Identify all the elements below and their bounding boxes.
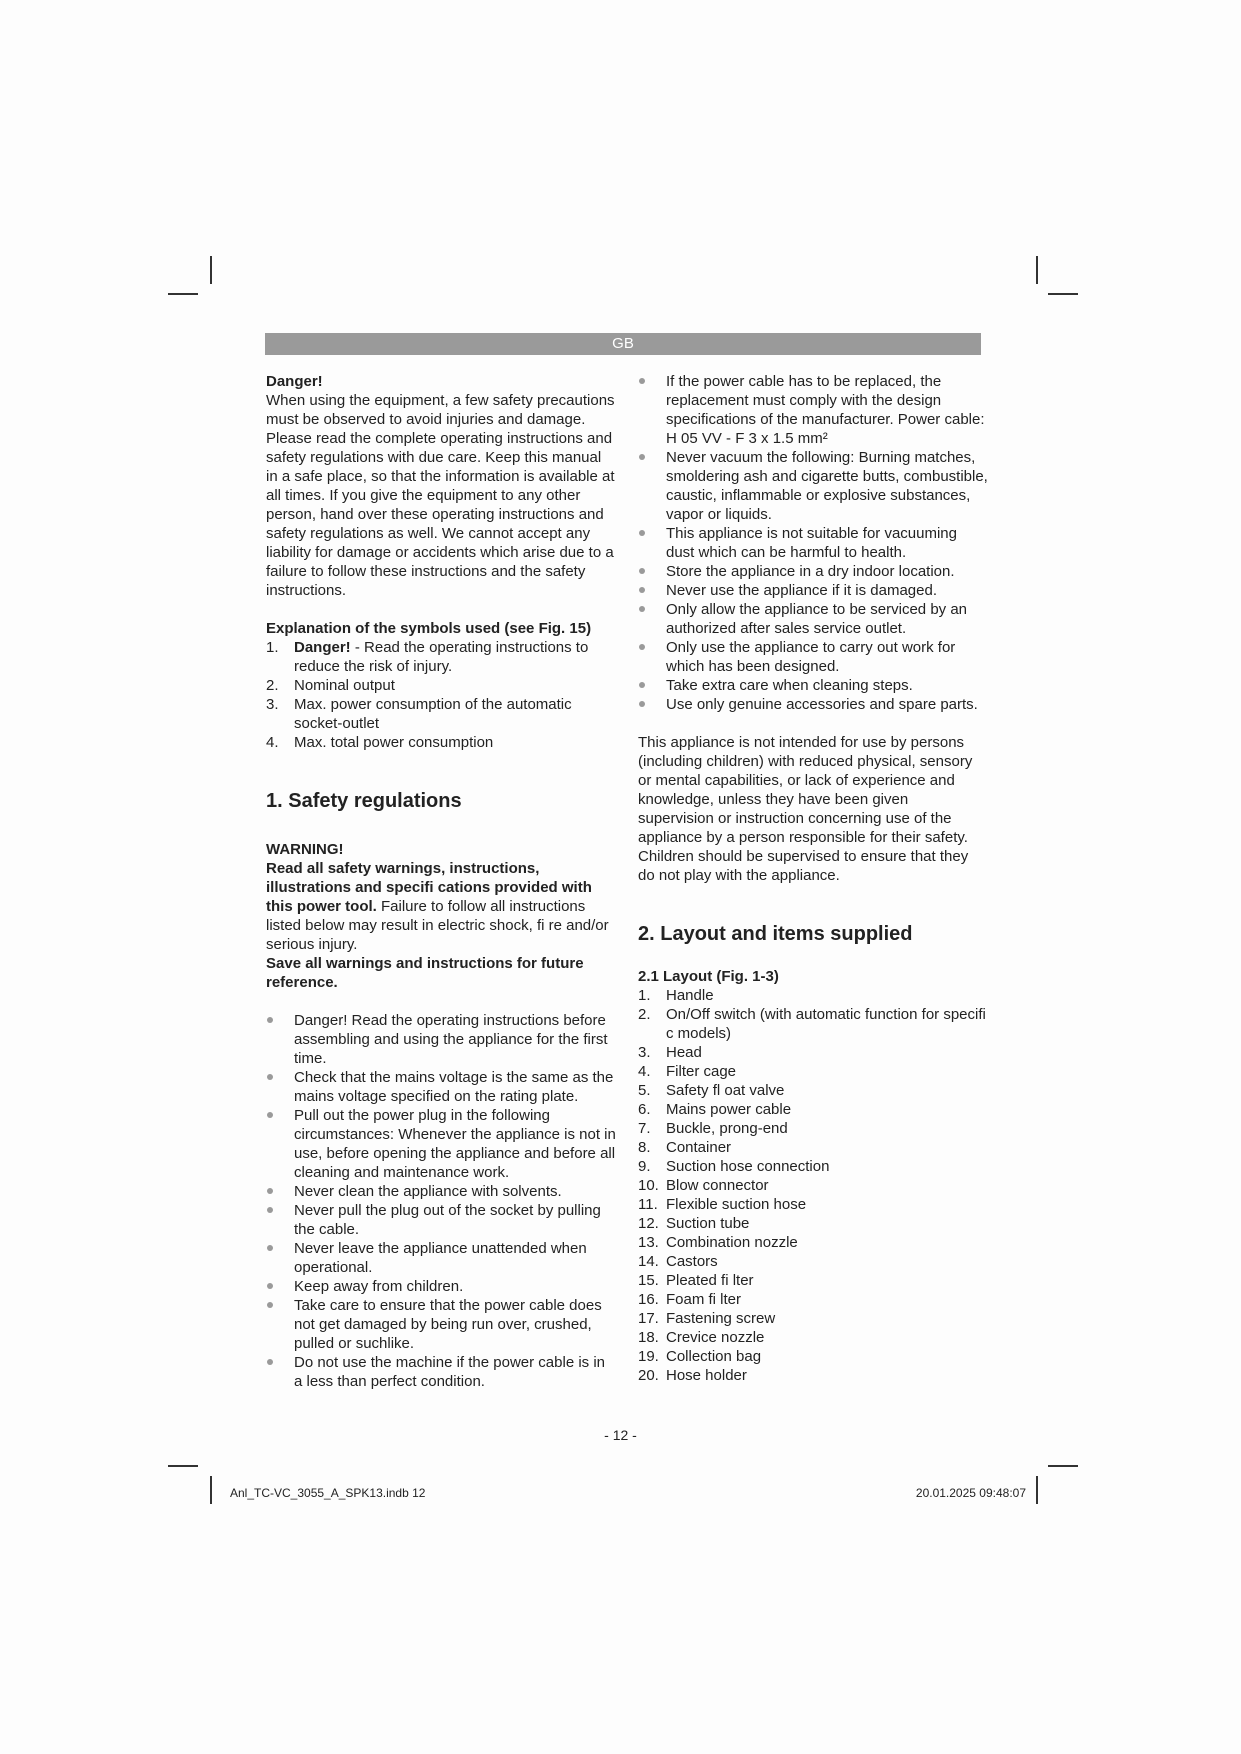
section-heading: 1. Safety regulations xyxy=(266,790,462,812)
list-item: Never leave the appliance unattended when operational. xyxy=(266,1239,616,1277)
list-item: 2. On/Off switch (with automatic function for specifi c models) xyxy=(638,1006,986,1042)
save-instructions: Save all warnings and instructions for future reference. xyxy=(266,955,584,991)
list-item: This appliance is not suitable for vacuuming dust which can be harmful to health. xyxy=(638,524,988,562)
list-item: 3. Max. power consumption of the automatic socket-outlet xyxy=(266,696,572,732)
layout-title: 2.1 Layout (Fig. 1-3) xyxy=(638,968,779,985)
language-header: GB xyxy=(265,333,981,355)
crop-mark xyxy=(210,1476,212,1504)
list-item: 14. Castors xyxy=(638,1253,718,1270)
list-item: 4. Filter cage xyxy=(638,1063,737,1080)
list-item: 10. Blow connector xyxy=(638,1177,769,1194)
crop-mark xyxy=(1036,256,1038,284)
list-item: 2. Nominal output xyxy=(266,677,395,694)
list-item: 19. Collection bag xyxy=(638,1348,762,1365)
safety-bullets xyxy=(266,1011,616,1391)
list-item: Take extra care when cleaning steps. xyxy=(638,676,988,695)
list-item: Danger! Read the operating instructions before assembling and using the appliance for the first time. xyxy=(266,1011,616,1068)
list-item: 1. Handle xyxy=(638,987,714,1004)
list-item: 12. Suction tube xyxy=(638,1215,750,1232)
crop-mark xyxy=(210,256,212,284)
list-item: 20. Hose holder xyxy=(638,1367,747,1384)
list-item: 6. Mains power cable xyxy=(638,1101,792,1118)
list-item: Only use the appliance to carry out work for which has been designed. xyxy=(638,638,988,676)
list-item: 5. Safety fl oat valve xyxy=(638,1082,785,1099)
symbols-title: Explanation of the symbols used (see Fig. 15) xyxy=(266,620,592,637)
footer-timestamp: 20.01.2025 09:48:07 xyxy=(915,1486,1026,1500)
persons-paragraph: This appliance is not intended for use by persons (including children) with reduced physical, sensory or mental capabilities, or lack of experience and knowledge, unless they have been given supervision or instruction concerning use of the appliance by a person responsible for their safety. Children should be supervised to ensure that they do not play with the appliance. xyxy=(638,734,973,884)
list-item: Never vacuum the following: Burning matches, smoldering ash and cigarette butts, combustible, caustic, inflammable or explosive substances, vapor or liquids. xyxy=(638,448,988,524)
list-item: 11. Flexible suction hose xyxy=(638,1196,807,1213)
list-item: 16. Foam fi lter xyxy=(638,1291,742,1308)
layout-list xyxy=(638,986,988,1385)
list-item: 8. Container xyxy=(638,1139,732,1156)
crop-mark xyxy=(1048,293,1078,295)
safety-bullets-continued xyxy=(638,372,988,714)
crop-mark xyxy=(168,293,198,295)
list-item: Never use the appliance if it is damaged. xyxy=(638,581,988,600)
list-item: Take care to ensure that the power cable does not get damaged by being run over, crushed, pulled or suchlike. xyxy=(266,1296,616,1353)
list-item: 15. Pleated fi lter xyxy=(638,1272,754,1289)
list-item: Check that the mains voltage is the same as the mains voltage specified on the rating plate. xyxy=(266,1068,616,1106)
crop-mark xyxy=(1048,1465,1078,1467)
crop-mark xyxy=(168,1465,198,1467)
warning-paragraph: Read all safety warnings, instructions, illustrations and specifi cations provided with this power tool. Failure to follow all instructions listed below may result in electric shock, fi re and/or serious injury. xyxy=(266,860,609,953)
list-item: Do not use the machine if the power cable is in a less than perfect condition. xyxy=(266,1353,616,1391)
list-item: Only allow the appliance to be serviced by an authorized after sales service outlet. xyxy=(638,600,988,638)
list-item: 3. Head xyxy=(638,1044,702,1061)
list-item: 13. Combination nozzle xyxy=(638,1234,798,1251)
danger-paragraph: When using the equipment, a few safety precautions must be observed to avoid injuries and damage. Please read the complete operating instructions and safety regulations with due care. Keep this manual in a safe place, so that the information is available at all times. If you give the equipment to any other person, hand over these operating instructions and safety regulations as well. We cannot accept any liability for damage or accidents which arise due to a failure to follow these instructions and the safety instructions. xyxy=(266,392,615,599)
list-item: 1. Danger! - Read the operating instructions to reduce the risk of injury. xyxy=(266,639,589,675)
right-column xyxy=(638,372,988,1385)
danger-title: Danger! xyxy=(266,373,323,390)
list-item: Never pull the plug out of the socket by pulling the cable. xyxy=(266,1201,616,1239)
list-item: Pull out the power plug in the following circumstances: Whenever the appliance is not in use, before opening the appliance and before all cleaning and maintenance work. xyxy=(266,1106,616,1182)
list-item: 17. Fastening screw xyxy=(638,1310,776,1327)
list-item: 18. Crevice nozzle xyxy=(638,1329,765,1346)
left-column xyxy=(266,372,616,1391)
list-item: 9. Suction hose connection xyxy=(638,1158,830,1175)
list-item: If the power cable has to be replaced, the replacement must comply with the design specifications of the manufacturer. Power cable: H 05 VV - F 3 x 1.5 mm² xyxy=(638,372,988,448)
list-item: 4. Max. total power consumption xyxy=(266,734,494,751)
warning-title: WARNING! xyxy=(266,841,344,858)
list-item: Store the appliance in a dry indoor location. xyxy=(638,562,988,581)
list-item: Use only genuine accessories and spare parts. xyxy=(638,695,988,714)
section-heading: 2. Layout and items supplied xyxy=(638,923,913,945)
list-item: Keep away from children. xyxy=(266,1277,616,1296)
symbols-list xyxy=(266,638,616,752)
crop-mark xyxy=(1036,1476,1038,1504)
footer-filename: Anl_TC-VC_3055_A_SPK13.indb 12 xyxy=(230,1486,426,1500)
list-item: 7. Buckle, prong-end xyxy=(638,1120,788,1137)
page-number: - 12 - xyxy=(604,1427,637,1443)
list-item: Never clean the appliance with solvents. xyxy=(266,1182,616,1201)
